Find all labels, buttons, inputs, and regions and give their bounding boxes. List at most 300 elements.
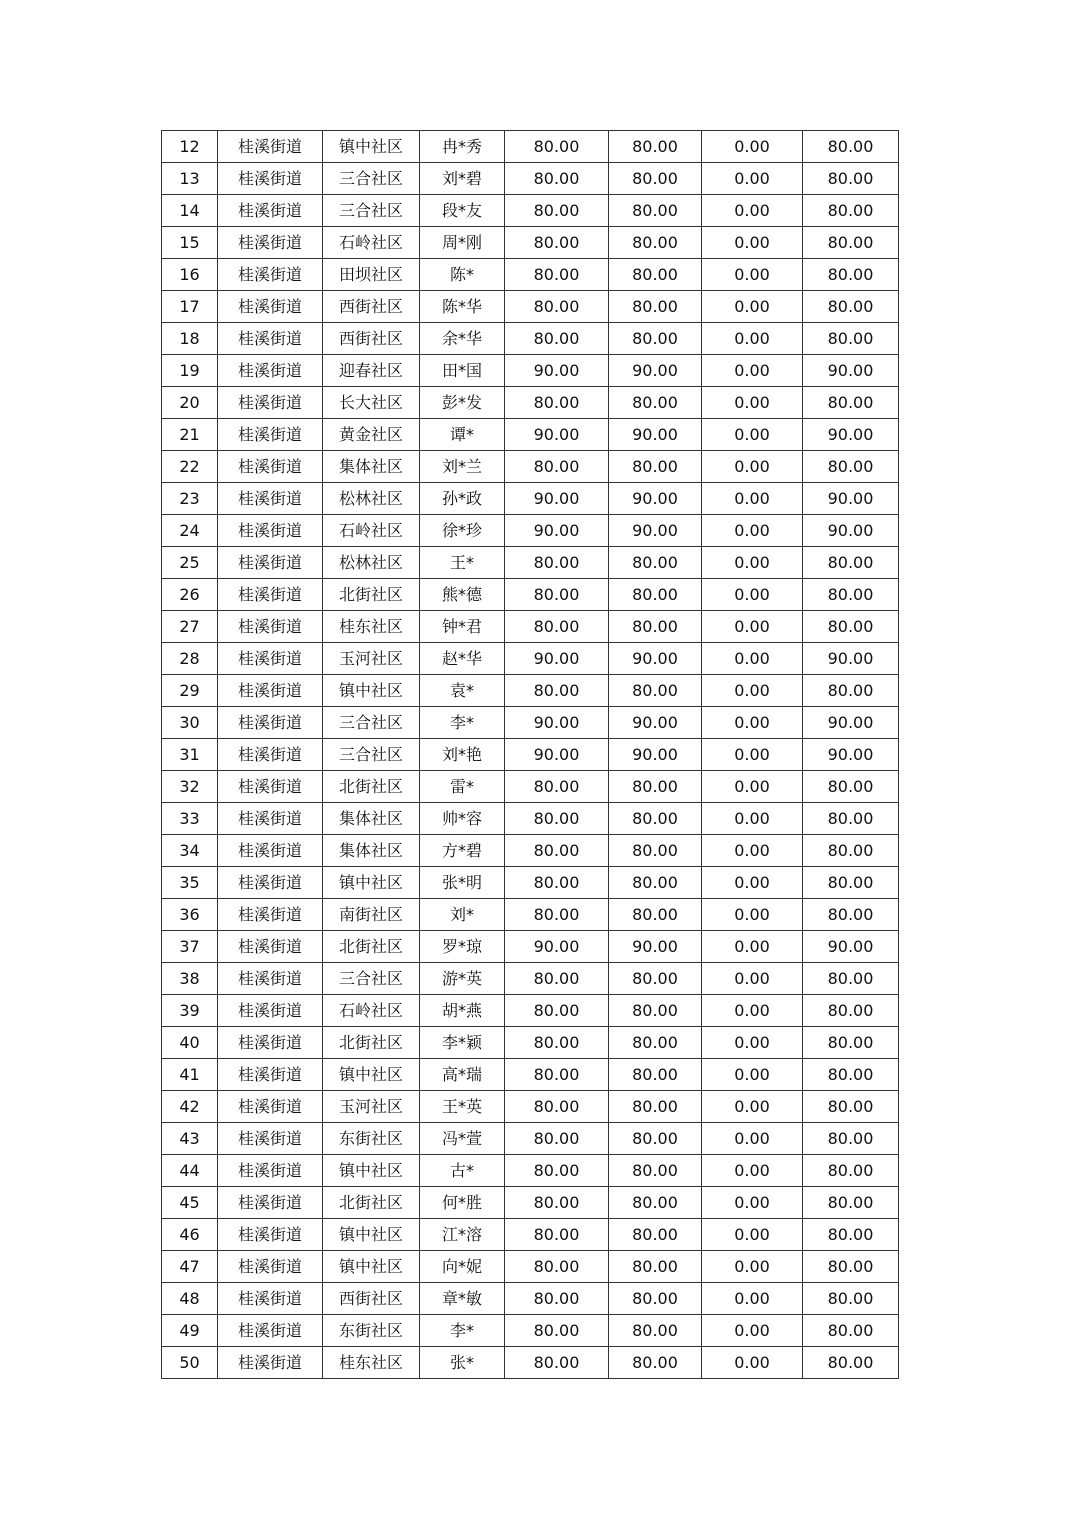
amount-cell-3: 0.00 bbox=[702, 835, 803, 867]
amount-cell-2: 80.00 bbox=[609, 835, 702, 867]
street-cell: 桂溪街道 bbox=[218, 227, 323, 259]
amount-cell-1: 80.00 bbox=[505, 131, 609, 163]
row-number-cell: 46 bbox=[162, 1219, 218, 1251]
table-row bbox=[162, 1123, 899, 1155]
amount-cell-1: 80.00 bbox=[505, 227, 609, 259]
street-cell: 桂溪街道 bbox=[218, 1059, 323, 1091]
name-cell: 徐*珍 bbox=[420, 515, 505, 547]
amount-cell-3: 0.00 bbox=[702, 547, 803, 579]
amount-cell-2: 80.00 bbox=[609, 227, 702, 259]
amount-cell-2: 80.00 bbox=[609, 163, 702, 195]
row-number-cell: 14 bbox=[162, 195, 218, 227]
street-cell: 桂溪街道 bbox=[218, 1283, 323, 1315]
street-cell: 桂溪街道 bbox=[218, 931, 323, 963]
row-number-cell: 26 bbox=[162, 579, 218, 611]
amount-cell-1: 80.00 bbox=[505, 1059, 609, 1091]
amount-cell-1: 80.00 bbox=[505, 867, 609, 899]
amount-cell-4: 80.00 bbox=[803, 1283, 899, 1315]
street-cell: 桂溪街道 bbox=[218, 387, 323, 419]
table-row bbox=[162, 675, 899, 707]
name-cell: 刘*碧 bbox=[420, 163, 505, 195]
street-cell: 桂溪街道 bbox=[218, 355, 323, 387]
name-cell: 谭* bbox=[420, 419, 505, 451]
amount-cell-3: 0.00 bbox=[702, 291, 803, 323]
row-number-cell: 50 bbox=[162, 1347, 218, 1379]
amount-cell-1: 80.00 bbox=[505, 995, 609, 1027]
row-number-cell: 44 bbox=[162, 1155, 218, 1187]
community-cell: 镇中社区 bbox=[323, 1219, 420, 1251]
street-cell: 桂溪街道 bbox=[218, 611, 323, 643]
amount-cell-1: 80.00 bbox=[505, 835, 609, 867]
amount-cell-4: 80.00 bbox=[803, 771, 899, 803]
amount-cell-4: 80.00 bbox=[803, 547, 899, 579]
amount-cell-1: 80.00 bbox=[505, 675, 609, 707]
street-cell: 桂溪街道 bbox=[218, 291, 323, 323]
amount-cell-3: 0.00 bbox=[702, 227, 803, 259]
amount-cell-4: 80.00 bbox=[803, 291, 899, 323]
street-cell: 桂溪街道 bbox=[218, 1347, 323, 1379]
street-cell: 桂溪街道 bbox=[218, 899, 323, 931]
street-cell: 桂溪街道 bbox=[218, 419, 323, 451]
row-number-cell: 29 bbox=[162, 675, 218, 707]
name-cell: 王*英 bbox=[420, 1091, 505, 1123]
amount-cell-3: 0.00 bbox=[702, 355, 803, 387]
amount-cell-4: 80.00 bbox=[803, 1155, 899, 1187]
name-cell: 冯*萱 bbox=[420, 1123, 505, 1155]
amount-cell-3: 0.00 bbox=[702, 1155, 803, 1187]
amount-cell-1: 80.00 bbox=[505, 803, 609, 835]
amount-cell-3: 0.00 bbox=[702, 1315, 803, 1347]
street-cell: 桂溪街道 bbox=[218, 1251, 323, 1283]
amount-cell-2: 90.00 bbox=[609, 355, 702, 387]
community-cell: 石岭社区 bbox=[323, 515, 420, 547]
subsidy-table bbox=[161, 130, 899, 1379]
amount-cell-1: 80.00 bbox=[505, 1283, 609, 1315]
amount-cell-4: 80.00 bbox=[803, 1059, 899, 1091]
row-number-cell: 19 bbox=[162, 355, 218, 387]
table-row bbox=[162, 291, 899, 323]
amount-cell-2: 80.00 bbox=[609, 1283, 702, 1315]
amount-cell-3: 0.00 bbox=[702, 899, 803, 931]
row-number-cell: 25 bbox=[162, 547, 218, 579]
table-row bbox=[162, 163, 899, 195]
community-cell: 三合社区 bbox=[323, 739, 420, 771]
amount-cell-3: 0.00 bbox=[702, 323, 803, 355]
name-cell: 刘*兰 bbox=[420, 451, 505, 483]
row-number-cell: 49 bbox=[162, 1315, 218, 1347]
amount-cell-3: 0.00 bbox=[702, 259, 803, 291]
amount-cell-3: 0.00 bbox=[702, 803, 803, 835]
amount-cell-4: 90.00 bbox=[803, 643, 899, 675]
amount-cell-4: 80.00 bbox=[803, 323, 899, 355]
name-cell: 彭*发 bbox=[420, 387, 505, 419]
amount-cell-3: 0.00 bbox=[702, 1091, 803, 1123]
amount-cell-4: 80.00 bbox=[803, 995, 899, 1027]
community-cell: 松林社区 bbox=[323, 547, 420, 579]
table-row bbox=[162, 483, 899, 515]
community-cell: 三合社区 bbox=[323, 195, 420, 227]
row-number-cell: 13 bbox=[162, 163, 218, 195]
row-number-cell: 20 bbox=[162, 387, 218, 419]
amount-cell-2: 80.00 bbox=[609, 1027, 702, 1059]
name-cell: 张* bbox=[420, 1347, 505, 1379]
name-cell: 李* bbox=[420, 1315, 505, 1347]
name-cell: 冉*秀 bbox=[420, 131, 505, 163]
street-cell: 桂溪街道 bbox=[218, 131, 323, 163]
amount-cell-3: 0.00 bbox=[702, 163, 803, 195]
amount-cell-1: 80.00 bbox=[505, 547, 609, 579]
name-cell: 李*颖 bbox=[420, 1027, 505, 1059]
amount-cell-4: 80.00 bbox=[803, 387, 899, 419]
amount-cell-2: 80.00 bbox=[609, 451, 702, 483]
row-number-cell: 30 bbox=[162, 707, 218, 739]
amount-cell-3: 0.00 bbox=[702, 931, 803, 963]
amount-cell-1: 80.00 bbox=[505, 1347, 609, 1379]
amount-cell-1: 90.00 bbox=[505, 483, 609, 515]
community-cell: 东街社区 bbox=[323, 1123, 420, 1155]
table-row bbox=[162, 419, 899, 451]
amount-cell-3: 0.00 bbox=[702, 1251, 803, 1283]
amount-cell-4: 80.00 bbox=[803, 611, 899, 643]
amount-cell-4: 80.00 bbox=[803, 675, 899, 707]
row-number-cell: 37 bbox=[162, 931, 218, 963]
row-number-cell: 12 bbox=[162, 131, 218, 163]
amount-cell-3: 0.00 bbox=[702, 419, 803, 451]
community-cell: 北街社区 bbox=[323, 1027, 420, 1059]
street-cell: 桂溪街道 bbox=[218, 995, 323, 1027]
amount-cell-1: 80.00 bbox=[505, 291, 609, 323]
amount-cell-2: 80.00 bbox=[609, 1347, 702, 1379]
row-number-cell: 47 bbox=[162, 1251, 218, 1283]
amount-cell-3: 0.00 bbox=[702, 1187, 803, 1219]
amount-cell-2: 90.00 bbox=[609, 739, 702, 771]
street-cell: 桂溪街道 bbox=[218, 163, 323, 195]
street-cell: 桂溪街道 bbox=[218, 1187, 323, 1219]
amount-cell-2: 80.00 bbox=[609, 259, 702, 291]
amount-cell-2: 80.00 bbox=[609, 1187, 702, 1219]
street-cell: 桂溪街道 bbox=[218, 963, 323, 995]
amount-cell-1: 80.00 bbox=[505, 771, 609, 803]
community-cell: 桂东社区 bbox=[323, 611, 420, 643]
name-cell: 游*英 bbox=[420, 963, 505, 995]
amount-cell-4: 90.00 bbox=[803, 515, 899, 547]
amount-cell-3: 0.00 bbox=[702, 515, 803, 547]
amount-cell-4: 80.00 bbox=[803, 1347, 899, 1379]
row-number-cell: 36 bbox=[162, 899, 218, 931]
community-cell: 三合社区 bbox=[323, 963, 420, 995]
name-cell: 章*敏 bbox=[420, 1283, 505, 1315]
amount-cell-2: 80.00 bbox=[609, 611, 702, 643]
street-cell: 桂溪街道 bbox=[218, 771, 323, 803]
table-row bbox=[162, 899, 899, 931]
name-cell: 高*瑞 bbox=[420, 1059, 505, 1091]
amount-cell-2: 80.00 bbox=[609, 771, 702, 803]
amount-cell-3: 0.00 bbox=[702, 195, 803, 227]
name-cell: 李* bbox=[420, 707, 505, 739]
table-row bbox=[162, 131, 899, 163]
amount-cell-3: 0.00 bbox=[702, 675, 803, 707]
table-row bbox=[162, 835, 899, 867]
row-number-cell: 42 bbox=[162, 1091, 218, 1123]
street-cell: 桂溪街道 bbox=[218, 739, 323, 771]
amount-cell-3: 0.00 bbox=[702, 739, 803, 771]
name-cell: 何*胜 bbox=[420, 1187, 505, 1219]
street-cell: 桂溪街道 bbox=[218, 1091, 323, 1123]
community-cell: 镇中社区 bbox=[323, 131, 420, 163]
table-row bbox=[162, 259, 899, 291]
community-cell: 三合社区 bbox=[323, 707, 420, 739]
amount-cell-1: 80.00 bbox=[505, 963, 609, 995]
name-cell: 赵*华 bbox=[420, 643, 505, 675]
amount-cell-2: 80.00 bbox=[609, 1091, 702, 1123]
community-cell: 黄金社区 bbox=[323, 419, 420, 451]
amount-cell-3: 0.00 bbox=[702, 995, 803, 1027]
table-row bbox=[162, 1091, 899, 1123]
name-cell: 钟*君 bbox=[420, 611, 505, 643]
table-row bbox=[162, 1219, 899, 1251]
amount-cell-1: 80.00 bbox=[505, 899, 609, 931]
table-row bbox=[162, 547, 899, 579]
table-row bbox=[162, 1251, 899, 1283]
community-cell: 镇中社区 bbox=[323, 867, 420, 899]
street-cell: 桂溪街道 bbox=[218, 483, 323, 515]
name-cell: 古* bbox=[420, 1155, 505, 1187]
amount-cell-1: 90.00 bbox=[505, 355, 609, 387]
community-cell: 迎春社区 bbox=[323, 355, 420, 387]
street-cell: 桂溪街道 bbox=[218, 1315, 323, 1347]
table-row bbox=[162, 451, 899, 483]
name-cell: 罗*琼 bbox=[420, 931, 505, 963]
table-body bbox=[162, 131, 899, 1379]
amount-cell-3: 0.00 bbox=[702, 387, 803, 419]
amount-cell-4: 80.00 bbox=[803, 1091, 899, 1123]
name-cell: 余*华 bbox=[420, 323, 505, 355]
row-number-cell: 21 bbox=[162, 419, 218, 451]
amount-cell-1: 90.00 bbox=[505, 419, 609, 451]
street-cell: 桂溪街道 bbox=[218, 675, 323, 707]
amount-cell-2: 90.00 bbox=[609, 419, 702, 451]
row-number-cell: 22 bbox=[162, 451, 218, 483]
amount-cell-4: 80.00 bbox=[803, 1251, 899, 1283]
community-cell: 北街社区 bbox=[323, 1187, 420, 1219]
table-row bbox=[162, 1283, 899, 1315]
amount-cell-3: 0.00 bbox=[702, 643, 803, 675]
amount-cell-1: 90.00 bbox=[505, 739, 609, 771]
table-row bbox=[162, 323, 899, 355]
amount-cell-2: 80.00 bbox=[609, 579, 702, 611]
table-row bbox=[162, 931, 899, 963]
amount-cell-1: 80.00 bbox=[505, 1219, 609, 1251]
amount-cell-1: 80.00 bbox=[505, 451, 609, 483]
amount-cell-2: 90.00 bbox=[609, 483, 702, 515]
row-number-cell: 39 bbox=[162, 995, 218, 1027]
amount-cell-3: 0.00 bbox=[702, 771, 803, 803]
street-cell: 桂溪街道 bbox=[218, 451, 323, 483]
amount-cell-1: 80.00 bbox=[505, 387, 609, 419]
community-cell: 南街社区 bbox=[323, 899, 420, 931]
row-number-cell: 23 bbox=[162, 483, 218, 515]
amount-cell-4: 80.00 bbox=[803, 451, 899, 483]
row-number-cell: 40 bbox=[162, 1027, 218, 1059]
amount-cell-2: 90.00 bbox=[609, 515, 702, 547]
amount-cell-4: 90.00 bbox=[803, 931, 899, 963]
amount-cell-4: 80.00 bbox=[803, 579, 899, 611]
amount-cell-1: 80.00 bbox=[505, 1315, 609, 1347]
name-cell: 帅*容 bbox=[420, 803, 505, 835]
name-cell: 段*友 bbox=[420, 195, 505, 227]
street-cell: 桂溪街道 bbox=[218, 1123, 323, 1155]
amount-cell-3: 0.00 bbox=[702, 483, 803, 515]
amount-cell-4: 80.00 bbox=[803, 899, 899, 931]
amount-cell-2: 80.00 bbox=[609, 1123, 702, 1155]
table-row bbox=[162, 1059, 899, 1091]
name-cell: 周*刚 bbox=[420, 227, 505, 259]
community-cell: 西街社区 bbox=[323, 291, 420, 323]
amount-cell-2: 80.00 bbox=[609, 995, 702, 1027]
table-row bbox=[162, 867, 899, 899]
amount-cell-2: 80.00 bbox=[609, 1059, 702, 1091]
street-cell: 桂溪街道 bbox=[218, 867, 323, 899]
amount-cell-4: 90.00 bbox=[803, 483, 899, 515]
name-cell: 雷* bbox=[420, 771, 505, 803]
amount-cell-2: 90.00 bbox=[609, 643, 702, 675]
row-number-cell: 33 bbox=[162, 803, 218, 835]
community-cell: 石岭社区 bbox=[323, 995, 420, 1027]
amount-cell-2: 90.00 bbox=[609, 707, 702, 739]
amount-cell-1: 90.00 bbox=[505, 931, 609, 963]
amount-cell-1: 80.00 bbox=[505, 163, 609, 195]
community-cell: 镇中社区 bbox=[323, 1155, 420, 1187]
table-row bbox=[162, 227, 899, 259]
amount-cell-2: 80.00 bbox=[609, 387, 702, 419]
table-row bbox=[162, 1027, 899, 1059]
amount-cell-2: 80.00 bbox=[609, 963, 702, 995]
amount-cell-4: 80.00 bbox=[803, 259, 899, 291]
amount-cell-3: 0.00 bbox=[702, 579, 803, 611]
amount-cell-1: 90.00 bbox=[505, 515, 609, 547]
row-number-cell: 34 bbox=[162, 835, 218, 867]
row-number-cell: 17 bbox=[162, 291, 218, 323]
table-row bbox=[162, 579, 899, 611]
name-cell: 田*国 bbox=[420, 355, 505, 387]
amount-cell-3: 0.00 bbox=[702, 451, 803, 483]
amount-cell-1: 90.00 bbox=[505, 643, 609, 675]
street-cell: 桂溪街道 bbox=[218, 547, 323, 579]
community-cell: 松林社区 bbox=[323, 483, 420, 515]
name-cell: 向*妮 bbox=[420, 1251, 505, 1283]
community-cell: 集体社区 bbox=[323, 803, 420, 835]
amount-cell-4: 90.00 bbox=[803, 739, 899, 771]
row-number-cell: 32 bbox=[162, 771, 218, 803]
amount-cell-3: 0.00 bbox=[702, 707, 803, 739]
street-cell: 桂溪街道 bbox=[218, 1155, 323, 1187]
table-row bbox=[162, 1187, 899, 1219]
street-cell: 桂溪街道 bbox=[218, 259, 323, 291]
amount-cell-2: 80.00 bbox=[609, 547, 702, 579]
name-cell: 孙*政 bbox=[420, 483, 505, 515]
street-cell: 桂溪街道 bbox=[218, 515, 323, 547]
amount-cell-4: 80.00 bbox=[803, 1123, 899, 1155]
amount-cell-4: 80.00 bbox=[803, 1027, 899, 1059]
amount-cell-1: 80.00 bbox=[505, 1155, 609, 1187]
community-cell: 北街社区 bbox=[323, 931, 420, 963]
community-cell: 集体社区 bbox=[323, 835, 420, 867]
name-cell: 王* bbox=[420, 547, 505, 579]
table-row bbox=[162, 803, 899, 835]
community-cell: 田坝社区 bbox=[323, 259, 420, 291]
amount-cell-4: 80.00 bbox=[803, 803, 899, 835]
amount-cell-3: 0.00 bbox=[702, 1123, 803, 1155]
table-row bbox=[162, 387, 899, 419]
row-number-cell: 38 bbox=[162, 963, 218, 995]
amount-cell-3: 0.00 bbox=[702, 867, 803, 899]
amount-cell-1: 80.00 bbox=[505, 259, 609, 291]
row-number-cell: 15 bbox=[162, 227, 218, 259]
community-cell: 镇中社区 bbox=[323, 1059, 420, 1091]
table-row bbox=[162, 1155, 899, 1187]
amount-cell-2: 90.00 bbox=[609, 931, 702, 963]
table-row bbox=[162, 515, 899, 547]
amount-cell-2: 80.00 bbox=[609, 1315, 702, 1347]
community-cell: 镇中社区 bbox=[323, 1251, 420, 1283]
amount-cell-3: 0.00 bbox=[702, 1027, 803, 1059]
name-cell: 方*碧 bbox=[420, 835, 505, 867]
amount-cell-2: 80.00 bbox=[609, 291, 702, 323]
community-cell: 长大社区 bbox=[323, 387, 420, 419]
amount-cell-1: 80.00 bbox=[505, 1251, 609, 1283]
table-row bbox=[162, 963, 899, 995]
table-row bbox=[162, 771, 899, 803]
street-cell: 桂溪街道 bbox=[218, 1027, 323, 1059]
amount-cell-1: 80.00 bbox=[505, 579, 609, 611]
row-number-cell: 28 bbox=[162, 643, 218, 675]
amount-cell-2: 80.00 bbox=[609, 803, 702, 835]
street-cell: 桂溪街道 bbox=[218, 323, 323, 355]
community-cell: 集体社区 bbox=[323, 451, 420, 483]
community-cell: 石岭社区 bbox=[323, 227, 420, 259]
name-cell: 熊*德 bbox=[420, 579, 505, 611]
amount-cell-1: 80.00 bbox=[505, 1027, 609, 1059]
row-number-cell: 27 bbox=[162, 611, 218, 643]
table-row bbox=[162, 707, 899, 739]
amount-cell-2: 80.00 bbox=[609, 1219, 702, 1251]
amount-cell-4: 80.00 bbox=[803, 1187, 899, 1219]
name-cell: 胡*燕 bbox=[420, 995, 505, 1027]
community-cell: 东街社区 bbox=[323, 1315, 420, 1347]
street-cell: 桂溪街道 bbox=[218, 707, 323, 739]
amount-cell-4: 80.00 bbox=[803, 867, 899, 899]
community-cell: 镇中社区 bbox=[323, 675, 420, 707]
amount-cell-4: 90.00 bbox=[803, 707, 899, 739]
street-cell: 桂溪街道 bbox=[218, 1219, 323, 1251]
name-cell: 张*明 bbox=[420, 867, 505, 899]
name-cell: 江*溶 bbox=[420, 1219, 505, 1251]
amount-cell-1: 80.00 bbox=[505, 1187, 609, 1219]
amount-cell-4: 90.00 bbox=[803, 419, 899, 451]
amount-cell-4: 80.00 bbox=[803, 1219, 899, 1251]
name-cell: 袁* bbox=[420, 675, 505, 707]
street-cell: 桂溪街道 bbox=[218, 195, 323, 227]
amount-cell-1: 80.00 bbox=[505, 1123, 609, 1155]
amount-cell-2: 80.00 bbox=[609, 899, 702, 931]
row-number-cell: 24 bbox=[162, 515, 218, 547]
table-row bbox=[162, 611, 899, 643]
table-row bbox=[162, 1315, 899, 1347]
amount-cell-1: 80.00 bbox=[505, 323, 609, 355]
amount-cell-3: 0.00 bbox=[702, 1347, 803, 1379]
table-row bbox=[162, 995, 899, 1027]
table-row bbox=[162, 1347, 899, 1379]
